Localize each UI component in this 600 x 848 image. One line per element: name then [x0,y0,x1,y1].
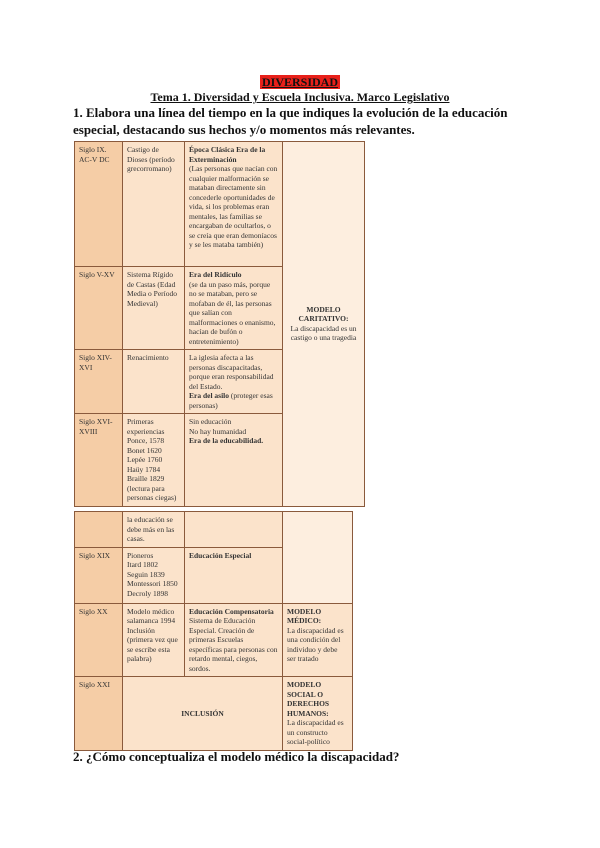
model-text: La discapacidad es una condición del individuo y debe ser tratado [287,625,344,663]
model-title: MODELO CARITATIVO: [298,304,349,324]
table-row [75,512,353,548]
event-cell: Sistema Rígido de Castas (Edad Media o Período Medieval) [123,267,185,350]
timeline-table-2 [74,511,353,751]
era-cell [185,142,283,267]
era-text-2: (proteger esas personas) [189,391,273,410]
event-cell: Pioneros Itard 1802 Seguin 1839 Montessori 1850 Decroly 1898 [123,547,185,603]
question-2: 2. ¿Cómo conceptualiza el modelo médico la discapacidad? [73,749,400,764]
table-row [75,142,365,267]
era-title: Era del Ridículo [189,270,242,279]
question-1: 1. Elabora una línea del tiempo en la que indiques la evolución de la educación especial, destacando sus hechos y/o momentos más relevantes. [73,105,508,137]
period-cell: Siglo IX. AC-V DC [75,142,123,267]
model-cell [283,603,353,677]
era-cell [185,267,283,350]
event-cell: Primeras experiencias Ponce, 1578 Bonet 1620 Lepée 1760 Haüy 1784 Braille 1829 (lectura para personas ciegas) [123,414,185,507]
timeline-table-1 [74,141,365,507]
model-title: MODELO SOCIAL O DERECHOS HUMANOS: [287,680,330,718]
era-text: (Las personas que nacían con cualquier malformación se mataban directamente sin concederle oportunidades de vida, si los problemas eran mentales, las familias se encargaban de ocultarlos, o se creía que eran demoníacos y se les mataba también) [189,164,278,249]
era-cell [185,603,283,677]
event-cell: Modelo médico salamanca 1994 Inclusión (primera vez que se escribe esta palabra) [123,603,185,677]
era-title: Época Clásica Era de la Exterminación [189,145,266,164]
model-text: La discapacidad es un castigo o una tragedia [290,323,357,343]
era-text: Sistema de Educación Especial. Creación de primeras Escuelas específicas para personas con retardo mental, ciegos, sordos. [189,616,278,673]
event-cell: Castigo de Dioses (período grecorromano) [123,142,185,267]
period-cell: Siglo XIV-XVI [75,350,123,414]
event-cell: la educación se debe más en las casas. [123,512,185,548]
era-title: Era del asilo [189,391,230,400]
period-cell: Siglo XXI [75,677,123,751]
table-row [75,677,353,751]
era-cell [185,512,283,548]
model-cell [283,677,353,751]
model-cell [283,142,365,507]
period-cell: Siglo V-XV [75,267,123,350]
model-cell-empty [283,512,353,604]
era-text: (se da un paso más, porque no se mataban, pero se mofaban de él, las personas que salían con malformaciones o enanismo, hacían de bufón o entretenimiento) [189,279,276,346]
period-cell: Siglo XIX [75,547,123,603]
model-title: MODELO MÉDICO: [287,606,322,625]
era-text: La iglesia afecta a las personas discapacitadas, porque eran responsabilidad del Estado. [189,353,274,391]
era-cell: Sin educación No hay humanidad Era de la educabilidad. [185,414,283,507]
era-cell: Educación Especial [185,547,283,603]
document-title: DIVERSIDAD [261,75,338,89]
inclusion-cell: INCLUSIÓN [123,677,283,751]
era-cell [185,350,283,414]
table-row [75,603,353,677]
period-cell: Siglo XX [75,603,123,677]
era-title: Educación Compensatoria [189,606,274,616]
period-cell [75,512,123,548]
period-cell: Siglo XVI-XVIII [75,414,123,507]
event-cell: Renacimiento [123,350,185,414]
document-subtitle: Tema 1. Diversidad y Escuela Inclusiva. Marco Legislativo [150,90,450,104]
model-text: La discapacidad es un constructo social-político [287,718,344,746]
